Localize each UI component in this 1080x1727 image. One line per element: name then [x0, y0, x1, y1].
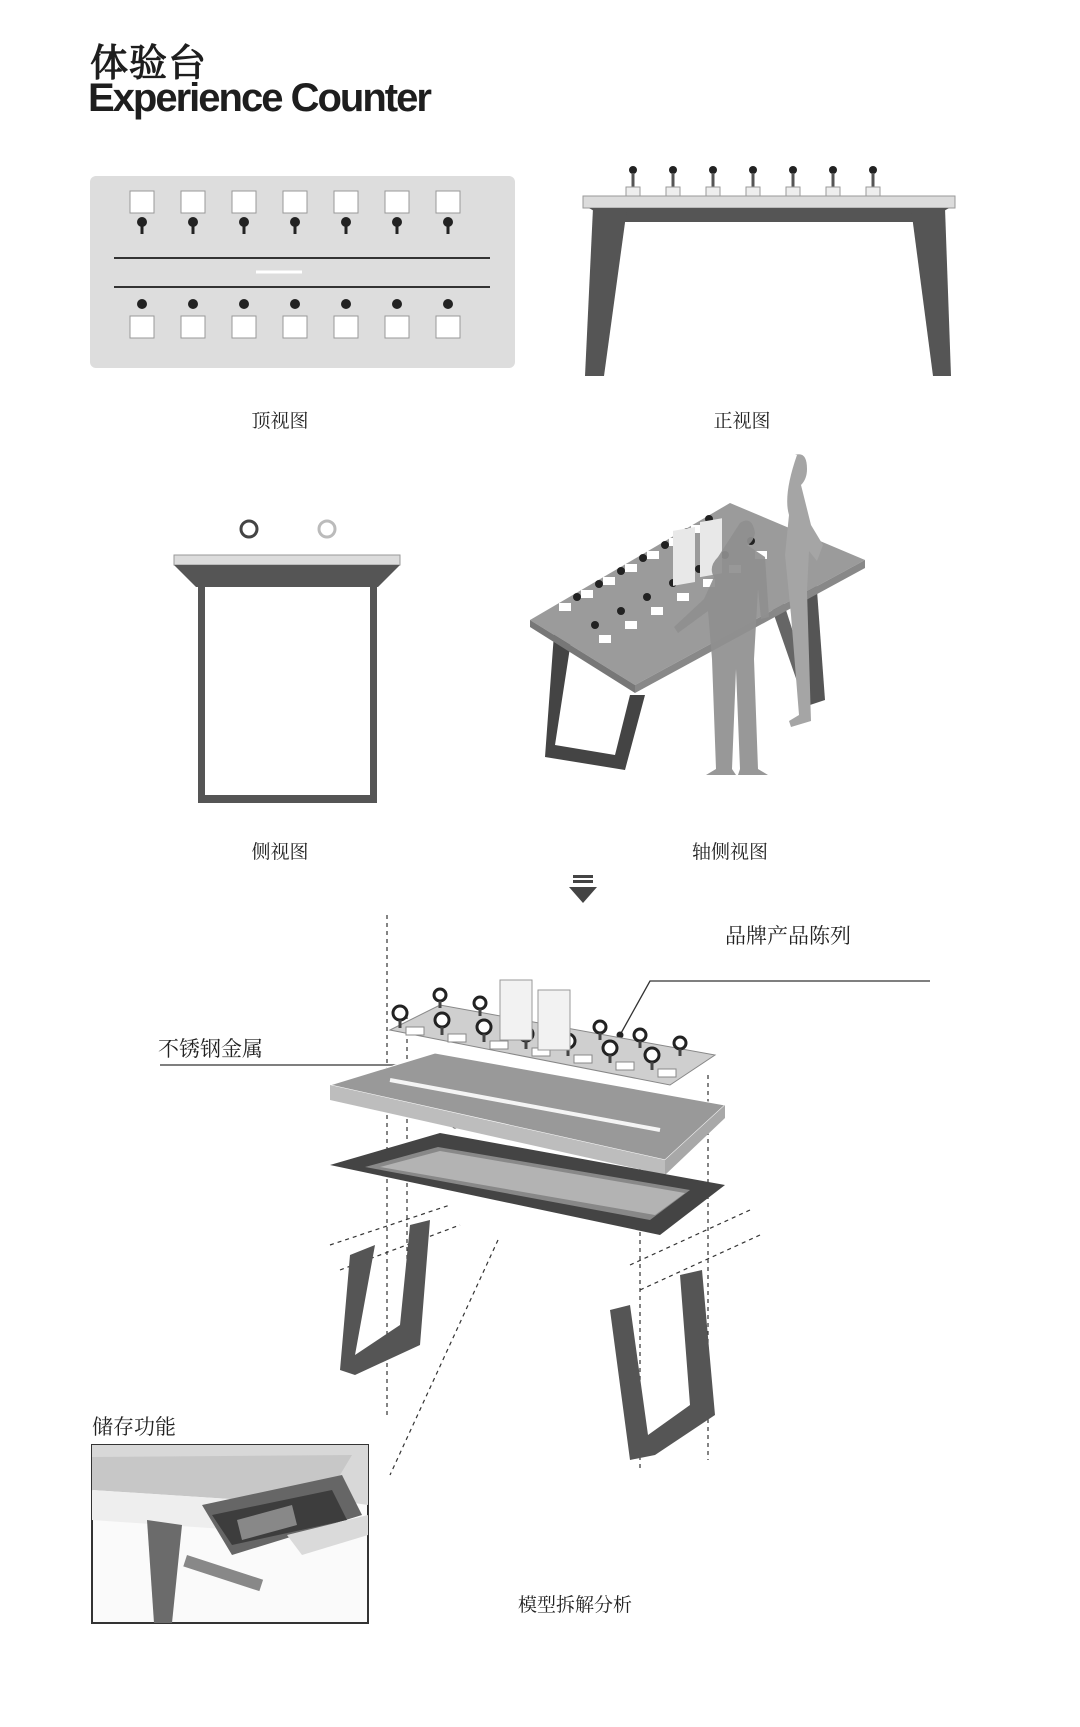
page-title-cn: 体验台 — [90, 41, 208, 85]
model-analysis-caption: 模型拆解分析 — [517, 1594, 633, 1616]
side-view-caption: 侧视图 — [251, 841, 309, 863]
brand-display-label: 品牌产品陈列 — [725, 924, 851, 948]
top-view-drawing — [90, 176, 515, 368]
top-view-caption: 顶视图 — [251, 410, 309, 432]
side-view-drawing — [172, 515, 402, 805]
device-stand — [786, 166, 800, 196]
device-stand — [706, 166, 720, 196]
axonometric-view-drawing — [525, 465, 905, 810]
device-stand — [826, 166, 840, 196]
device-stand — [666, 166, 680, 196]
axonometric-view-caption: 轴侧视图 — [691, 841, 769, 863]
storage-detail-photo — [92, 1445, 368, 1623]
front-view-devices — [626, 166, 880, 196]
page-title-en: Experience Counter — [88, 76, 430, 120]
device-stand — [434, 989, 446, 1008]
device-stand — [866, 166, 880, 196]
down-arrow-icon — [567, 875, 599, 905]
stainless-steel-label: 不锈钢金属 — [158, 1037, 263, 1061]
device-stand — [626, 166, 640, 196]
storage-function-label: 储存功能 — [92, 1415, 176, 1439]
exploded-view-drawing — [330, 915, 830, 1475]
device-stand — [746, 166, 760, 196]
front-view-caption: 正视图 — [713, 410, 771, 432]
front-view-drawing — [583, 160, 955, 380]
